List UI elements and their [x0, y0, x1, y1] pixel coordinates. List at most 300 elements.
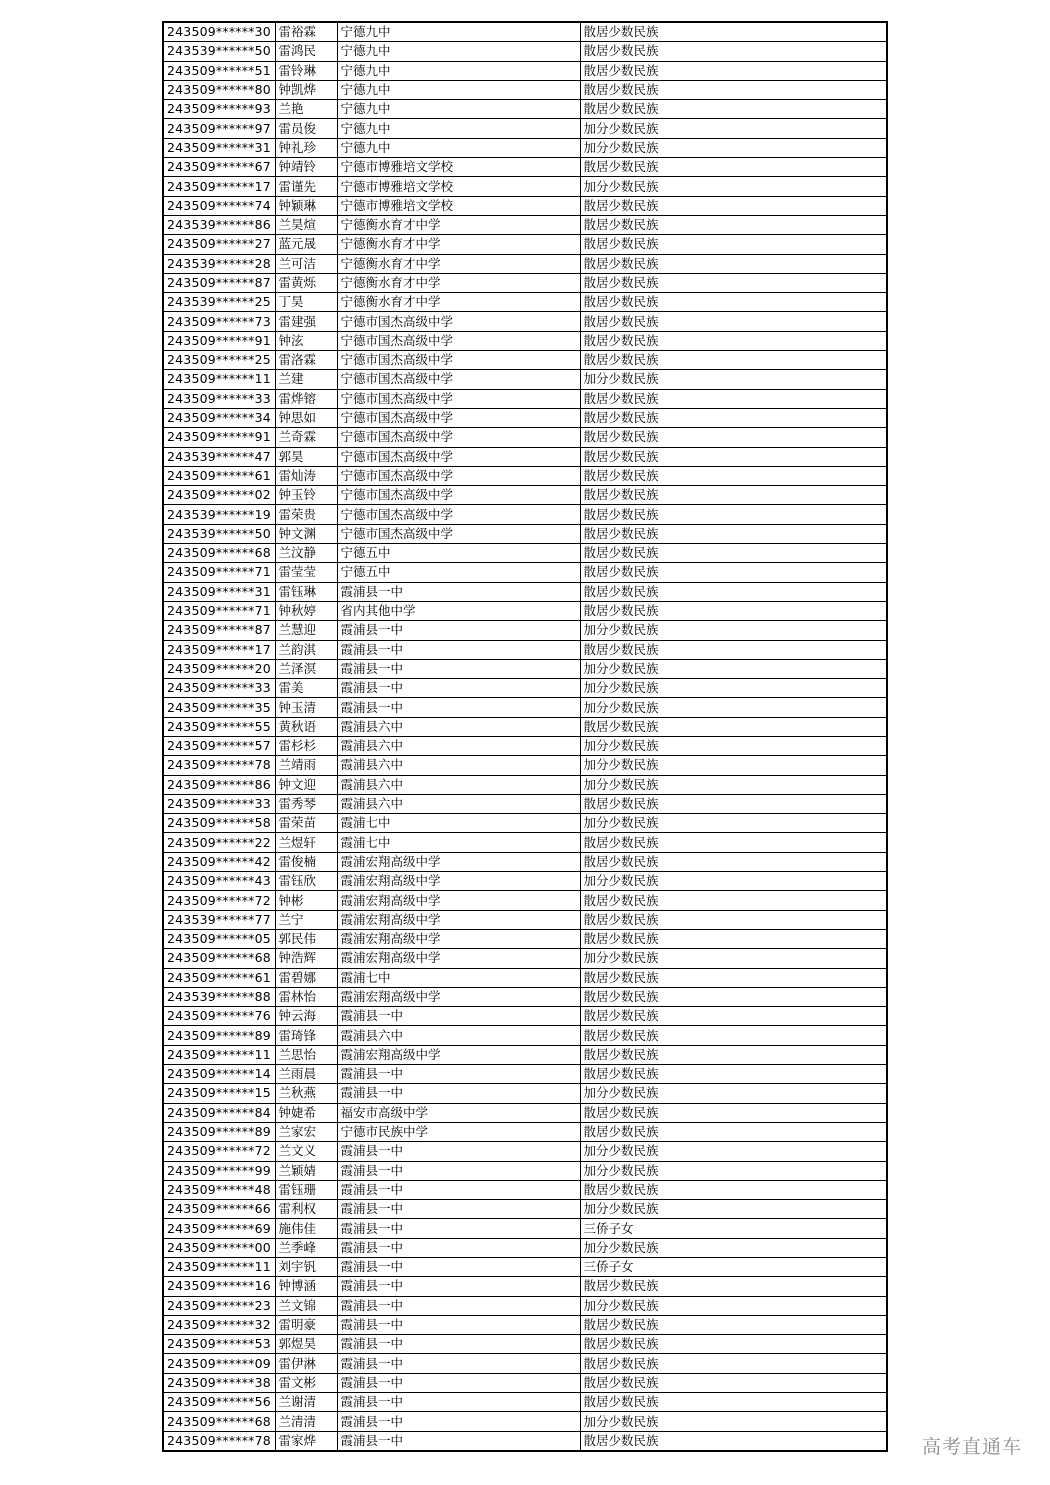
table-row [163, 119, 887, 138]
table-row [163, 544, 887, 563]
student-name-cell: 兰靖雨 [275, 756, 337, 775]
school-cell: 霞浦宏翔高级中学 [337, 1045, 580, 1064]
exam-id-cell: 243509******61 [163, 466, 275, 485]
exam-id-cell: 243509******51 [163, 61, 275, 80]
school-cell: 霞浦县一中 [337, 679, 580, 698]
exam-id-cell: 243509******09 [163, 1354, 275, 1373]
school-cell: 宁德衡水育才中学 [337, 293, 580, 312]
bonus-category-cell: 散居少数民族 [580, 235, 887, 254]
student-name-cell: 钟彬 [275, 891, 337, 910]
table-row [163, 833, 887, 852]
school-cell: 省内其他中学 [337, 601, 580, 620]
exam-id-cell: 243509******74 [163, 196, 275, 215]
bonus-category-cell: 散居少数民族 [580, 968, 887, 987]
school-cell: 霞浦宏翔高级中学 [337, 891, 580, 910]
school-cell: 宁德市国杰高级中学 [337, 486, 580, 505]
school-cell: 霞浦县一中 [337, 640, 580, 659]
bonus-category-cell: 散居少数民族 [580, 1103, 887, 1122]
bonus-category-cell: 加分少数民族 [580, 621, 887, 640]
school-cell: 宁德衡水育才中学 [337, 215, 580, 234]
exam-id-cell: 243509******61 [163, 968, 275, 987]
student-name-cell: 兰思怡 [275, 1045, 337, 1064]
table-row [163, 1180, 887, 1199]
table-row [163, 794, 887, 813]
bonus-category-cell: 散居少数民族 [580, 929, 887, 948]
bonus-category-cell: 加分少数民族 [580, 138, 887, 157]
student-name-cell: 蓝元晟 [275, 235, 337, 254]
school-cell: 宁德市博雅培文学校 [337, 196, 580, 215]
bonus-category-cell: 加分少数民族 [580, 679, 887, 698]
table-row [163, 215, 887, 234]
bonus-category-cell: 散居少数民族 [580, 22, 887, 42]
bonus-category-cell: 散居少数民族 [580, 428, 887, 447]
bonus-category-cell: 散居少数民族 [580, 273, 887, 292]
school-cell: 霞浦县六中 [337, 717, 580, 736]
table-row [163, 486, 887, 505]
exam-id-cell: 243509******69 [163, 1219, 275, 1238]
exam-id-cell: 243509******33 [163, 389, 275, 408]
bonus-category-cell: 散居少数民族 [580, 852, 887, 871]
bonus-category-cell: 三侨子女 [580, 1258, 887, 1277]
school-cell: 霞浦县一中 [337, 1412, 580, 1431]
bonus-category-cell: 散居少数民族 [580, 1393, 887, 1412]
student-name-cell: 雷员俊 [275, 119, 337, 138]
table-row [163, 891, 887, 910]
school-cell: 霞浦宏翔高级中学 [337, 949, 580, 968]
bonus-category-cell: 散居少数民族 [580, 1354, 887, 1373]
school-cell: 宁德九中 [337, 80, 580, 99]
table-row [163, 1315, 887, 1334]
school-cell: 霞浦县一中 [337, 1142, 580, 1161]
exam-id-cell: 243539******25 [163, 293, 275, 312]
student-name-cell: 钟秋婷 [275, 601, 337, 620]
bonus-category-cell: 散居少数民族 [580, 80, 887, 99]
bonus-category-cell: 散居少数民族 [580, 910, 887, 929]
table-row [163, 273, 887, 292]
bonus-category-cell: 散居少数民族 [580, 408, 887, 427]
exam-id-cell: 243509******78 [163, 756, 275, 775]
student-name-cell: 兰谢清 [275, 1393, 337, 1412]
student-name-cell: 施伟佳 [275, 1219, 337, 1238]
school-cell: 宁德市国杰高级中学 [337, 428, 580, 447]
student-name-cell: 雷钰琳 [275, 582, 337, 601]
student-name-cell: 钟浩辉 [275, 949, 337, 968]
table-row [163, 158, 887, 177]
table-row [163, 466, 887, 485]
table-row [163, 42, 887, 61]
bonus-category-cell: 加分少数民族 [580, 659, 887, 678]
exam-id-cell: 243509******30 [163, 22, 275, 42]
school-cell: 霞浦县一中 [337, 582, 580, 601]
table-row [163, 1354, 887, 1373]
student-name-cell: 雷秀琴 [275, 794, 337, 813]
exam-id-cell: 243509******71 [163, 601, 275, 620]
exam-id-cell: 243509******57 [163, 736, 275, 755]
student-name-cell: 兰可洁 [275, 254, 337, 273]
table-row [163, 872, 887, 891]
school-cell: 霞浦县一中 [337, 1373, 580, 1392]
school-cell: 宁德市国杰高级中学 [337, 505, 580, 524]
student-name-cell: 兰宁 [275, 910, 337, 929]
table-row [163, 756, 887, 775]
school-cell: 霞浦县一中 [337, 1238, 580, 1257]
bonus-category-cell: 散居少数民族 [580, 717, 887, 736]
table-row [163, 408, 887, 427]
bonus-category-cell: 散居少数民族 [580, 100, 887, 119]
exam-id-cell: 243509******15 [163, 1084, 275, 1103]
school-cell: 宁德市国杰高级中学 [337, 524, 580, 543]
table-row [163, 177, 887, 196]
table-row [163, 1277, 887, 1296]
student-name-cell: 钟泫 [275, 331, 337, 350]
bonus-category-cell: 散居少数民族 [580, 351, 887, 370]
exam-id-cell: 243509******68 [163, 949, 275, 968]
exam-id-cell: 243509******72 [163, 1142, 275, 1161]
school-cell: 霞浦县一中 [337, 659, 580, 678]
student-name-cell: 雷钰欣 [275, 872, 337, 891]
table-row [163, 814, 887, 833]
table-row [163, 293, 887, 312]
table-row [163, 1238, 887, 1257]
exam-id-cell: 243509******68 [163, 544, 275, 563]
bonus-category-cell: 加分少数民族 [580, 1238, 887, 1257]
bonus-category-cell: 加分少数民族 [580, 1084, 887, 1103]
student-name-cell: 雷利权 [275, 1200, 337, 1219]
bonus-category-cell: 散居少数民族 [580, 158, 887, 177]
school-cell: 宁德市国杰高级中学 [337, 447, 580, 466]
exam-id-cell: 243509******23 [163, 1296, 275, 1315]
table-row [163, 524, 887, 543]
bonus-category-cell: 散居少数民族 [580, 794, 887, 813]
exam-id-cell: 243509******66 [163, 1200, 275, 1219]
student-name-cell: 雷谨先 [275, 177, 337, 196]
student-name-cell: 雷明豪 [275, 1315, 337, 1334]
bonus-category-cell: 加分少数民族 [580, 119, 887, 138]
exam-id-cell: 243509******17 [163, 640, 275, 659]
exam-id-cell: 243539******77 [163, 910, 275, 929]
exam-id-cell: 243509******78 [163, 1431, 275, 1451]
school-cell: 霞浦县一中 [337, 1258, 580, 1277]
table-row [163, 698, 887, 717]
student-name-cell: 丁昊 [275, 293, 337, 312]
table-row [163, 1258, 887, 1277]
bonus-category-cell: 散居少数民族 [580, 389, 887, 408]
student-name-cell: 钟婕希 [275, 1103, 337, 1122]
exam-id-cell: 243509******76 [163, 1007, 275, 1026]
exam-id-cell: 243509******72 [163, 891, 275, 910]
school-cell: 霞浦七中 [337, 968, 580, 987]
exam-id-cell: 243509******86 [163, 775, 275, 794]
exam-id-cell: 243509******80 [163, 80, 275, 99]
table-row [163, 22, 887, 42]
bonus-category-cell: 加分少数民族 [580, 872, 887, 891]
table-row [163, 987, 887, 1006]
exam-id-cell: 243509******32 [163, 1315, 275, 1334]
exam-id-cell: 243509******67 [163, 158, 275, 177]
school-cell: 宁德九中 [337, 42, 580, 61]
school-cell: 霞浦宏翔高级中学 [337, 872, 580, 891]
school-cell: 霞浦县一中 [337, 1393, 580, 1412]
exam-id-cell: 243509******87 [163, 273, 275, 292]
table-row [163, 61, 887, 80]
exam-id-cell: 243509******55 [163, 717, 275, 736]
bonus-category-cell: 散居少数民族 [580, 196, 887, 215]
bonus-category-cell: 加分少数民族 [580, 1412, 887, 1431]
bonus-category-cell: 三侨子女 [580, 1219, 887, 1238]
bonus-category-cell: 散居少数民族 [580, 544, 887, 563]
school-cell: 霞浦县一中 [337, 1431, 580, 1451]
bonus-category-cell: 散居少数民族 [580, 61, 887, 80]
student-name-cell: 钟颖琳 [275, 196, 337, 215]
bonus-category-cell: 散居少数民族 [580, 312, 887, 331]
table-row [163, 80, 887, 99]
exam-id-cell: 243509******99 [163, 1161, 275, 1180]
school-cell: 霞浦县一中 [337, 1296, 580, 1315]
exam-id-cell: 243509******91 [163, 331, 275, 350]
exam-id-cell: 243509******97 [163, 119, 275, 138]
bonus-category-cell: 散居少数民族 [580, 563, 887, 582]
exam-id-cell: 243509******22 [163, 833, 275, 852]
student-name-cell: 雷洛霖 [275, 351, 337, 370]
student-name-cell: 黄秋语 [275, 717, 337, 736]
student-name-cell: 兰文义 [275, 1142, 337, 1161]
table-row [163, 1026, 887, 1045]
student-name-cell: 钟礼珍 [275, 138, 337, 157]
student-name-cell: 雷伊淋 [275, 1354, 337, 1373]
exam-id-cell: 243509******11 [163, 1258, 275, 1277]
student-name-cell: 钟博涵 [275, 1277, 337, 1296]
student-name-cell: 雷荣苗 [275, 814, 337, 833]
exam-id-cell: 243509******89 [163, 1026, 275, 1045]
student-name-cell: 雷文彬 [275, 1373, 337, 1392]
table-row [163, 929, 887, 948]
table-row [163, 1412, 887, 1431]
school-cell: 霞浦县一中 [337, 1277, 580, 1296]
student-name-cell: 钟玉铃 [275, 486, 337, 505]
exam-id-cell: 243509******31 [163, 582, 275, 601]
student-name-cell: 雷黄烁 [275, 273, 337, 292]
candidate-table [162, 21, 888, 1452]
school-cell: 霞浦县六中 [337, 1026, 580, 1045]
exam-id-cell: 243539******28 [163, 254, 275, 273]
bonus-category-cell: 散居少数民族 [580, 447, 887, 466]
exam-id-cell: 243509******14 [163, 1065, 275, 1084]
school-cell: 霞浦县一中 [337, 698, 580, 717]
bonus-category-cell: 散居少数民族 [580, 1065, 887, 1084]
school-cell: 宁德九中 [337, 100, 580, 119]
exam-id-cell: 243509******53 [163, 1335, 275, 1354]
bonus-category-cell: 散居少数民族 [580, 640, 887, 659]
bonus-category-cell: 散居少数民族 [580, 42, 887, 61]
bonus-category-cell: 散居少数民族 [580, 505, 887, 524]
student-name-cell: 钟凯烨 [275, 80, 337, 99]
exam-id-cell: 243509******05 [163, 929, 275, 948]
school-cell: 霞浦县一中 [337, 1007, 580, 1026]
table-row [163, 621, 887, 640]
table-row [163, 563, 887, 582]
exam-id-cell: 243509******87 [163, 621, 275, 640]
table-row [163, 1161, 887, 1180]
bonus-category-cell: 加分少数民族 [580, 1200, 887, 1219]
student-name-cell: 兰昊煊 [275, 215, 337, 234]
table-row [163, 736, 887, 755]
school-cell: 霞浦县一中 [337, 1084, 580, 1103]
student-name-cell: 兰艳 [275, 100, 337, 119]
bonus-category-cell: 散居少数民族 [580, 833, 887, 852]
table-row [163, 389, 887, 408]
exam-id-cell: 243539******50 [163, 524, 275, 543]
exam-id-cell: 243509******38 [163, 1373, 275, 1392]
table-row [163, 717, 887, 736]
exam-id-cell: 243509******33 [163, 679, 275, 698]
school-cell: 宁德衡水育才中学 [337, 273, 580, 292]
table-row [163, 679, 887, 698]
watermark-text: 高考直通车 [921, 1436, 1022, 1458]
student-name-cell: 兰汶静 [275, 544, 337, 563]
student-name-cell: 雷烨镕 [275, 389, 337, 408]
bonus-category-cell: 散居少数民族 [580, 293, 887, 312]
table-row [163, 1103, 887, 1122]
school-cell: 宁德五中 [337, 544, 580, 563]
exam-id-cell: 243509******58 [163, 814, 275, 833]
student-name-cell: 雷鸿民 [275, 42, 337, 61]
table-row [163, 1335, 887, 1354]
student-name-cell: 雷林怡 [275, 987, 337, 1006]
student-name-cell: 雷裕霖 [275, 22, 337, 42]
bonus-category-cell: 加分少数民族 [580, 1296, 887, 1315]
bonus-category-cell: 加分少数民族 [580, 949, 887, 968]
bonus-category-cell: 散居少数民族 [580, 486, 887, 505]
student-name-cell: 兰煜轩 [275, 833, 337, 852]
school-cell: 宁德市国杰高级中学 [337, 466, 580, 485]
bonus-category-cell: 散居少数民族 [580, 1045, 887, 1064]
student-name-cell: 兰文锦 [275, 1296, 337, 1315]
bonus-category-cell: 加分少数民族 [580, 177, 887, 196]
exam-id-cell: 243509******27 [163, 235, 275, 254]
exam-id-cell: 243509******33 [163, 794, 275, 813]
student-name-cell: 雷俊楠 [275, 852, 337, 871]
bonus-category-cell: 散居少数民族 [580, 524, 887, 543]
bonus-category-cell: 散居少数民族 [580, 1180, 887, 1199]
bonus-category-cell: 散居少数民族 [580, 215, 887, 234]
exam-id-cell: 243539******86 [163, 215, 275, 234]
school-cell: 宁德衡水育才中学 [337, 254, 580, 273]
bonus-category-cell: 散居少数民族 [580, 1007, 887, 1026]
bonus-category-cell: 散居少数民族 [580, 1335, 887, 1354]
table-row [163, 505, 887, 524]
student-name-cell: 兰季峰 [275, 1238, 337, 1257]
student-name-cell: 刘宇钒 [275, 1258, 337, 1277]
exam-id-cell: 243509******56 [163, 1393, 275, 1412]
school-cell: 宁德市国杰高级中学 [337, 408, 580, 427]
bonus-category-cell: 散居少数民族 [580, 254, 887, 273]
exam-id-cell: 243509******68 [163, 1412, 275, 1431]
school-cell: 宁德市博雅培文学校 [337, 177, 580, 196]
school-cell: 霞浦县一中 [337, 621, 580, 640]
student-name-cell: 兰韵淇 [275, 640, 337, 659]
school-cell: 霞浦七中 [337, 814, 580, 833]
bonus-category-cell: 散居少数民族 [580, 466, 887, 485]
student-name-cell: 郭昊 [275, 447, 337, 466]
bonus-category-cell: 散居少数民族 [580, 582, 887, 601]
bonus-category-cell: 加分少数民族 [580, 814, 887, 833]
table-row [163, 949, 887, 968]
exam-id-cell: 243509******71 [163, 563, 275, 582]
school-cell: 宁德市国杰高级中学 [337, 389, 580, 408]
student-name-cell: 雷钰珊 [275, 1180, 337, 1199]
table-row [163, 601, 887, 620]
bonus-category-cell: 加分少数民族 [580, 370, 887, 389]
school-cell: 霞浦县一中 [337, 1219, 580, 1238]
exam-id-cell: 243509******43 [163, 872, 275, 891]
table-row [163, 1122, 887, 1141]
student-name-cell: 雷碧娜 [275, 968, 337, 987]
school-cell: 霞浦县六中 [337, 756, 580, 775]
bonus-category-cell: 加分少数民族 [580, 756, 887, 775]
school-cell: 霞浦县一中 [337, 1354, 580, 1373]
student-name-cell: 雷琦锋 [275, 1026, 337, 1045]
student-name-cell: 兰清清 [275, 1412, 337, 1431]
school-cell: 宁德市民族中学 [337, 1122, 580, 1141]
school-cell: 宁德市博雅培文学校 [337, 158, 580, 177]
student-name-cell: 兰颖婧 [275, 1161, 337, 1180]
school-cell: 宁德市国杰高级中学 [337, 351, 580, 370]
student-name-cell: 雷莹莹 [275, 563, 337, 582]
table-row [163, 100, 887, 119]
exam-id-cell: 243509******73 [163, 312, 275, 331]
student-name-cell: 雷铃琳 [275, 61, 337, 80]
student-name-cell: 钟玉清 [275, 698, 337, 717]
student-name-cell: 兰秋燕 [275, 1084, 337, 1103]
bonus-category-cell: 散居少数民族 [580, 1315, 887, 1334]
table-row [163, 1200, 887, 1219]
student-name-cell: 郭民伟 [275, 929, 337, 948]
exam-id-cell: 243509******11 [163, 370, 275, 389]
table-row [163, 138, 887, 157]
exam-id-cell: 243509******02 [163, 486, 275, 505]
exam-id-cell: 243509******91 [163, 428, 275, 447]
exam-id-cell: 243509******35 [163, 698, 275, 717]
school-cell: 霞浦县一中 [337, 1065, 580, 1084]
bonus-category-cell: 加分少数民族 [580, 1142, 887, 1161]
table-row [163, 1296, 887, 1315]
table-row [163, 659, 887, 678]
table-row [163, 852, 887, 871]
school-cell: 霞浦宏翔高级中学 [337, 852, 580, 871]
exam-id-cell: 243509******16 [163, 1277, 275, 1296]
school-cell: 霞浦县六中 [337, 794, 580, 813]
table-row [163, 1065, 887, 1084]
exam-id-cell: 243539******88 [163, 987, 275, 1006]
school-cell: 霞浦县六中 [337, 775, 580, 794]
bonus-category-cell: 加分少数民族 [580, 698, 887, 717]
table-row [163, 1045, 887, 1064]
table-row [163, 1142, 887, 1161]
exam-id-cell: 243509******89 [163, 1122, 275, 1141]
exam-id-cell: 243509******34 [163, 408, 275, 427]
bonus-category-cell: 散居少数民族 [580, 1373, 887, 1392]
school-cell: 宁德市国杰高级中学 [337, 331, 580, 350]
table-row [163, 1373, 887, 1392]
exam-id-cell: 243509******25 [163, 351, 275, 370]
student-name-cell: 兰慧迎 [275, 621, 337, 640]
school-cell: 宁德九中 [337, 61, 580, 80]
student-name-cell: 雷建强 [275, 312, 337, 331]
exam-id-cell: 243509******11 [163, 1045, 275, 1064]
exam-id-cell: 243509******20 [163, 659, 275, 678]
exam-id-cell: 243539******50 [163, 42, 275, 61]
school-cell: 霞浦县一中 [337, 1335, 580, 1354]
